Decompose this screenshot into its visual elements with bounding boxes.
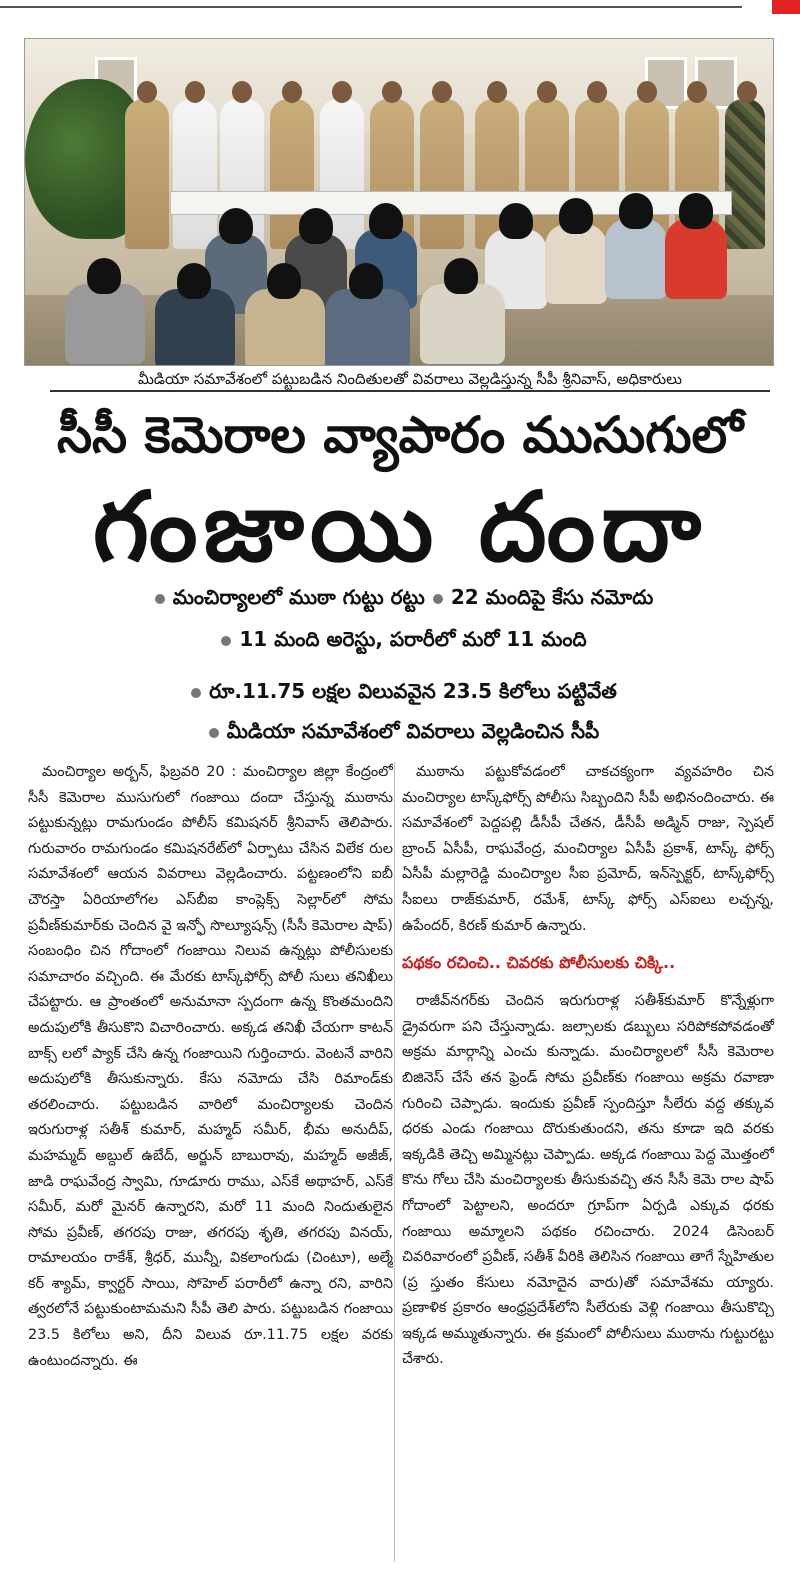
hooded-accused xyxy=(65,284,145,364)
hooded-accused xyxy=(545,224,607,304)
news-photo xyxy=(24,38,774,366)
commando xyxy=(725,99,765,249)
headline-line-1: సీసీ కెమెరాల వ్యాపారం ముసుగులో xyxy=(56,406,744,464)
officer xyxy=(125,99,169,249)
bullet-icon xyxy=(433,594,443,604)
article-paragraph: మంచిర్యాల అర్బన్, ఫిబ్రవరి 20 : మంచిర్యాల జిల్లా కేంద్రంలో సీసీ కెమెరాల ముసుగులో గంజాయి దందా చేస్తున్న ముఠాను పట్టుకున్నట్లు రామగుండం పోలీస్ కమిషనర్ శ్రీనివాస్ తెలిపారు. గురువారం రామగుండం కమిషనరేట్‌లో ఏర్పాటు చేసిన విలేక రుల సమావేశంలో ఆయన వివరాలు వెల్లడించారు. పట్టణంలోని ఐబీ చౌరస్తా ఏరియాలోగల ఎస్‌బీఐ కాంప్లెక్స్ సెల్లార్‌లో సోమ ప్రవీణ్‌కుమార్‌కు చెందిన వై ఇన్ఫో సొల్యూషన్స్ (సీసీ కెమెరాల షాప్) సంబంధిం చిన గోదాంలో గంజాయి నిలువ ఉన్నట్లు పోలీసులకు సమాచారం వచ్చింది. ఈ మేరకు టాస్క్‌ఫోర్స్ పోలీ సులు తనిఖీలు చేపట్టారు. ఆ ప్రాంతంలో అనుమానా స్పదంగా ఉన్న కొంతమందిని అదుపులోకి తీసుకొని విచారించారు. అక్కడ తనిఖీ చేయగా కాటన్ బాక్స్ లలో ప్యాక్ చేసి ఉన్న గంజాయిని గుర్తించారు. వెంటనే వారిని అదుపులోకి తీసుకున్నారు. కేసు నమోదు చేసి రిమాండ్‌కు తరలించారు. పట్టుబడిన వారిలో మంచిర్యాలకు చెందిన ఇరుగురాళ్ల సతీశ్ కుమార్, మహ్మద్ సమీర్, భీమ అనుదీప్, మహమ్మద్ అబ్దుల్ ఉబేద్, అర్జున్ బాబురావు, మహ్మద్ అజీజ్, జాడి రాఘవేంద్ర స్వామి, గూడూరు రాము, ఎస్‌కే అథాహర్, ఎస్‌కే సమీర్, మరో మైనర్ ఉన్నారని, మరో 11 మంది నిందుతులైన సోమ ప్రవీణ్, తగరపు రాజు, తగరపు శృతి, తగరపు వినయ్, రామాలయం రాకేశ్, శ్రీధర్, మున్నీ, వికలాంగుడు (చింటూ), అల్మే కర్ శ్యామ్, క్వార్టర్ సాయి, సోహెల్ పరారీలో ఉన్నా రని, వారిని త్వరలోనే పట్టుకుంటామమని సీపీ తెలి పారు. పట్టుబడిన గంజాయి 23.5 కిలోలు అని, దీని విలువ రూ.11.75 లక్షల వరకు ఉంటుందన్నారు. ఈ xyxy=(28,764,393,1369)
bullet-icon xyxy=(155,594,165,604)
bullet-text: 22 మందిపై కేసు నమోదు xyxy=(450,585,654,609)
bullet-line-4 xyxy=(0,716,800,746)
corner-mark xyxy=(772,0,800,14)
hooded-accused xyxy=(665,219,727,299)
bullet-icon xyxy=(221,636,231,646)
hooded-accused xyxy=(155,289,235,366)
bullet-icon xyxy=(209,728,219,738)
bullet-text: 11 మంది అరెస్టు, పరారీలో మరో 11 మంది xyxy=(239,627,587,651)
hooded-accused xyxy=(420,284,505,364)
bullet-line-2 xyxy=(0,624,800,654)
bullet-text: మీడియా సమావేశంలో వివరాలు వెల్లడించిన సీపీ xyxy=(226,719,600,743)
bullet-text: మంచిర్యాలలో ముఠా గుట్టు రట్టు xyxy=(172,585,425,609)
hooded-accused xyxy=(325,289,410,366)
article-paragraph: రాజీవ్‌నగర్‌కు చెందిన ఇరుగురాళ్ల సతీశ్‌కుమార్ కొన్నేళ్లుగా డ్రైవరుగా పని చేస్తున్నాడు. జల్సాలకు డబ్బులు సరిపోకపోవడంతో అక్రమ మార్గాన్ని ఎంచు కున్నాడు. మంచిర్యాలలో సీసీ కెమెరాల బిజినెస్ చేసే తన ఫ్రెండ్ సోమ ప్రవీణ్‌కు గంజాయి అక్రమ రవాణా గురించి చెప్పాడు. ఇందుకు ప్రవీణ్ స్పందిస్తూ సీలేరు వద్ద తక్కువ ధరకు ఎండు గంజాయి దొరుకుతుందని, తను కూడా ఇది వరకు ఇక్కడికి తెచ్చి అమ్మినట్లు చెప్పాడు. అక్కడ గంజాయి పెద్ద మొత్తంలో కొను గోలు చేసి మంచిర్యాలకు తీసుకువచ్చి తన సీసీ కెమె రాల షాప్ గోదాంలో పెట్టాలని, అందరూ గ్రూప్‌గా ఏర్పడి ఎక్కువ ధరకు గంజాయి అమ్మాలని పథకం రచించారు. 2024 డిసెంబర్ చివరివారంలో ప్రవీణ్, సతీశ్ వీరికి తెలిసిన గంజాయి తాగే స్నేహితుల (ప్ర స్తుతం కేసులు నమోదైన వారు)తో సమావేశమ య్యారు. ప్రణాళిక ప్రకారం ఆంధ్రప్రదేశ్‌లోని సీలేరుకు వెళ్లి గంజాయి తీసుకొచ్చి ఇక్కడ అమ్ముతున్నారు. ఈ క్రమంలో పోలీసులు ముఠాను గుట్టురట్టు చేశారు. xyxy=(402,993,774,1368)
top-rule xyxy=(0,6,742,8)
headline-line-2: గంజాయి దందా xyxy=(92,471,708,583)
photo-caption: మీడియా సమావేశంలో పట్టుబడిన నిందితులతో వివరాలు వెల్లడిస్తున్న సీపీ శ్రీనివాస్, అధికారులు xyxy=(50,368,770,392)
article-subheading: పథకం రచించి.. చివరకు పోలీసులకు చిక్కి.. xyxy=(402,953,676,973)
bullet-text: రూ.11.75 లక్షల విలువవైన 23.5 కిలోలు పట్టివేత xyxy=(209,679,617,703)
bullet-icon xyxy=(191,688,201,698)
article-paragraph: ముఠాను పట్టుకోవడంలో చాకచక్యంగా వ్యవహరిం చిన మంచిర్యాల టాస్క్‌ఫోర్స్ పోలీసు సిబ్బందిని సీపీ అభినందించారు. ఈ సమావేశంలో పెద్దపల్లి డీసీపీ చేతన, డీసీపీ అడ్మిన్ రాజు, స్పెషల్ బ్రాంచ్ ఏసీపీ, రాఘవేంద్ర, మంచిర్యాల ఏసీపీ ప్రకాశ్, టాస్క్ ఫోర్స్ ఏసీపీ మల్లారెడ్డి మంచిర్యాల సీఐ ప్రమోద్, ఇన్‌స్పెక్టర్, టాస్క్‌ఫోర్స్ సీఐలు రాజ్‌కుమార్, రమేశ్, టాస్క్ ఫోర్స్ ఎస్ఐలు లచ్చన్న, ఉపేందర్, కిరణ్ కుమార్ ఉన్నారు. xyxy=(402,764,774,934)
hooded-accused xyxy=(605,219,667,299)
officer xyxy=(420,99,464,249)
official xyxy=(173,99,217,249)
column-divider xyxy=(394,762,395,1562)
article-column-right xyxy=(402,760,774,1570)
article-column-left xyxy=(28,760,393,1570)
bullet-line-1 xyxy=(0,582,800,612)
hooded-accused xyxy=(245,289,325,366)
bullet-line-3 xyxy=(0,676,800,706)
